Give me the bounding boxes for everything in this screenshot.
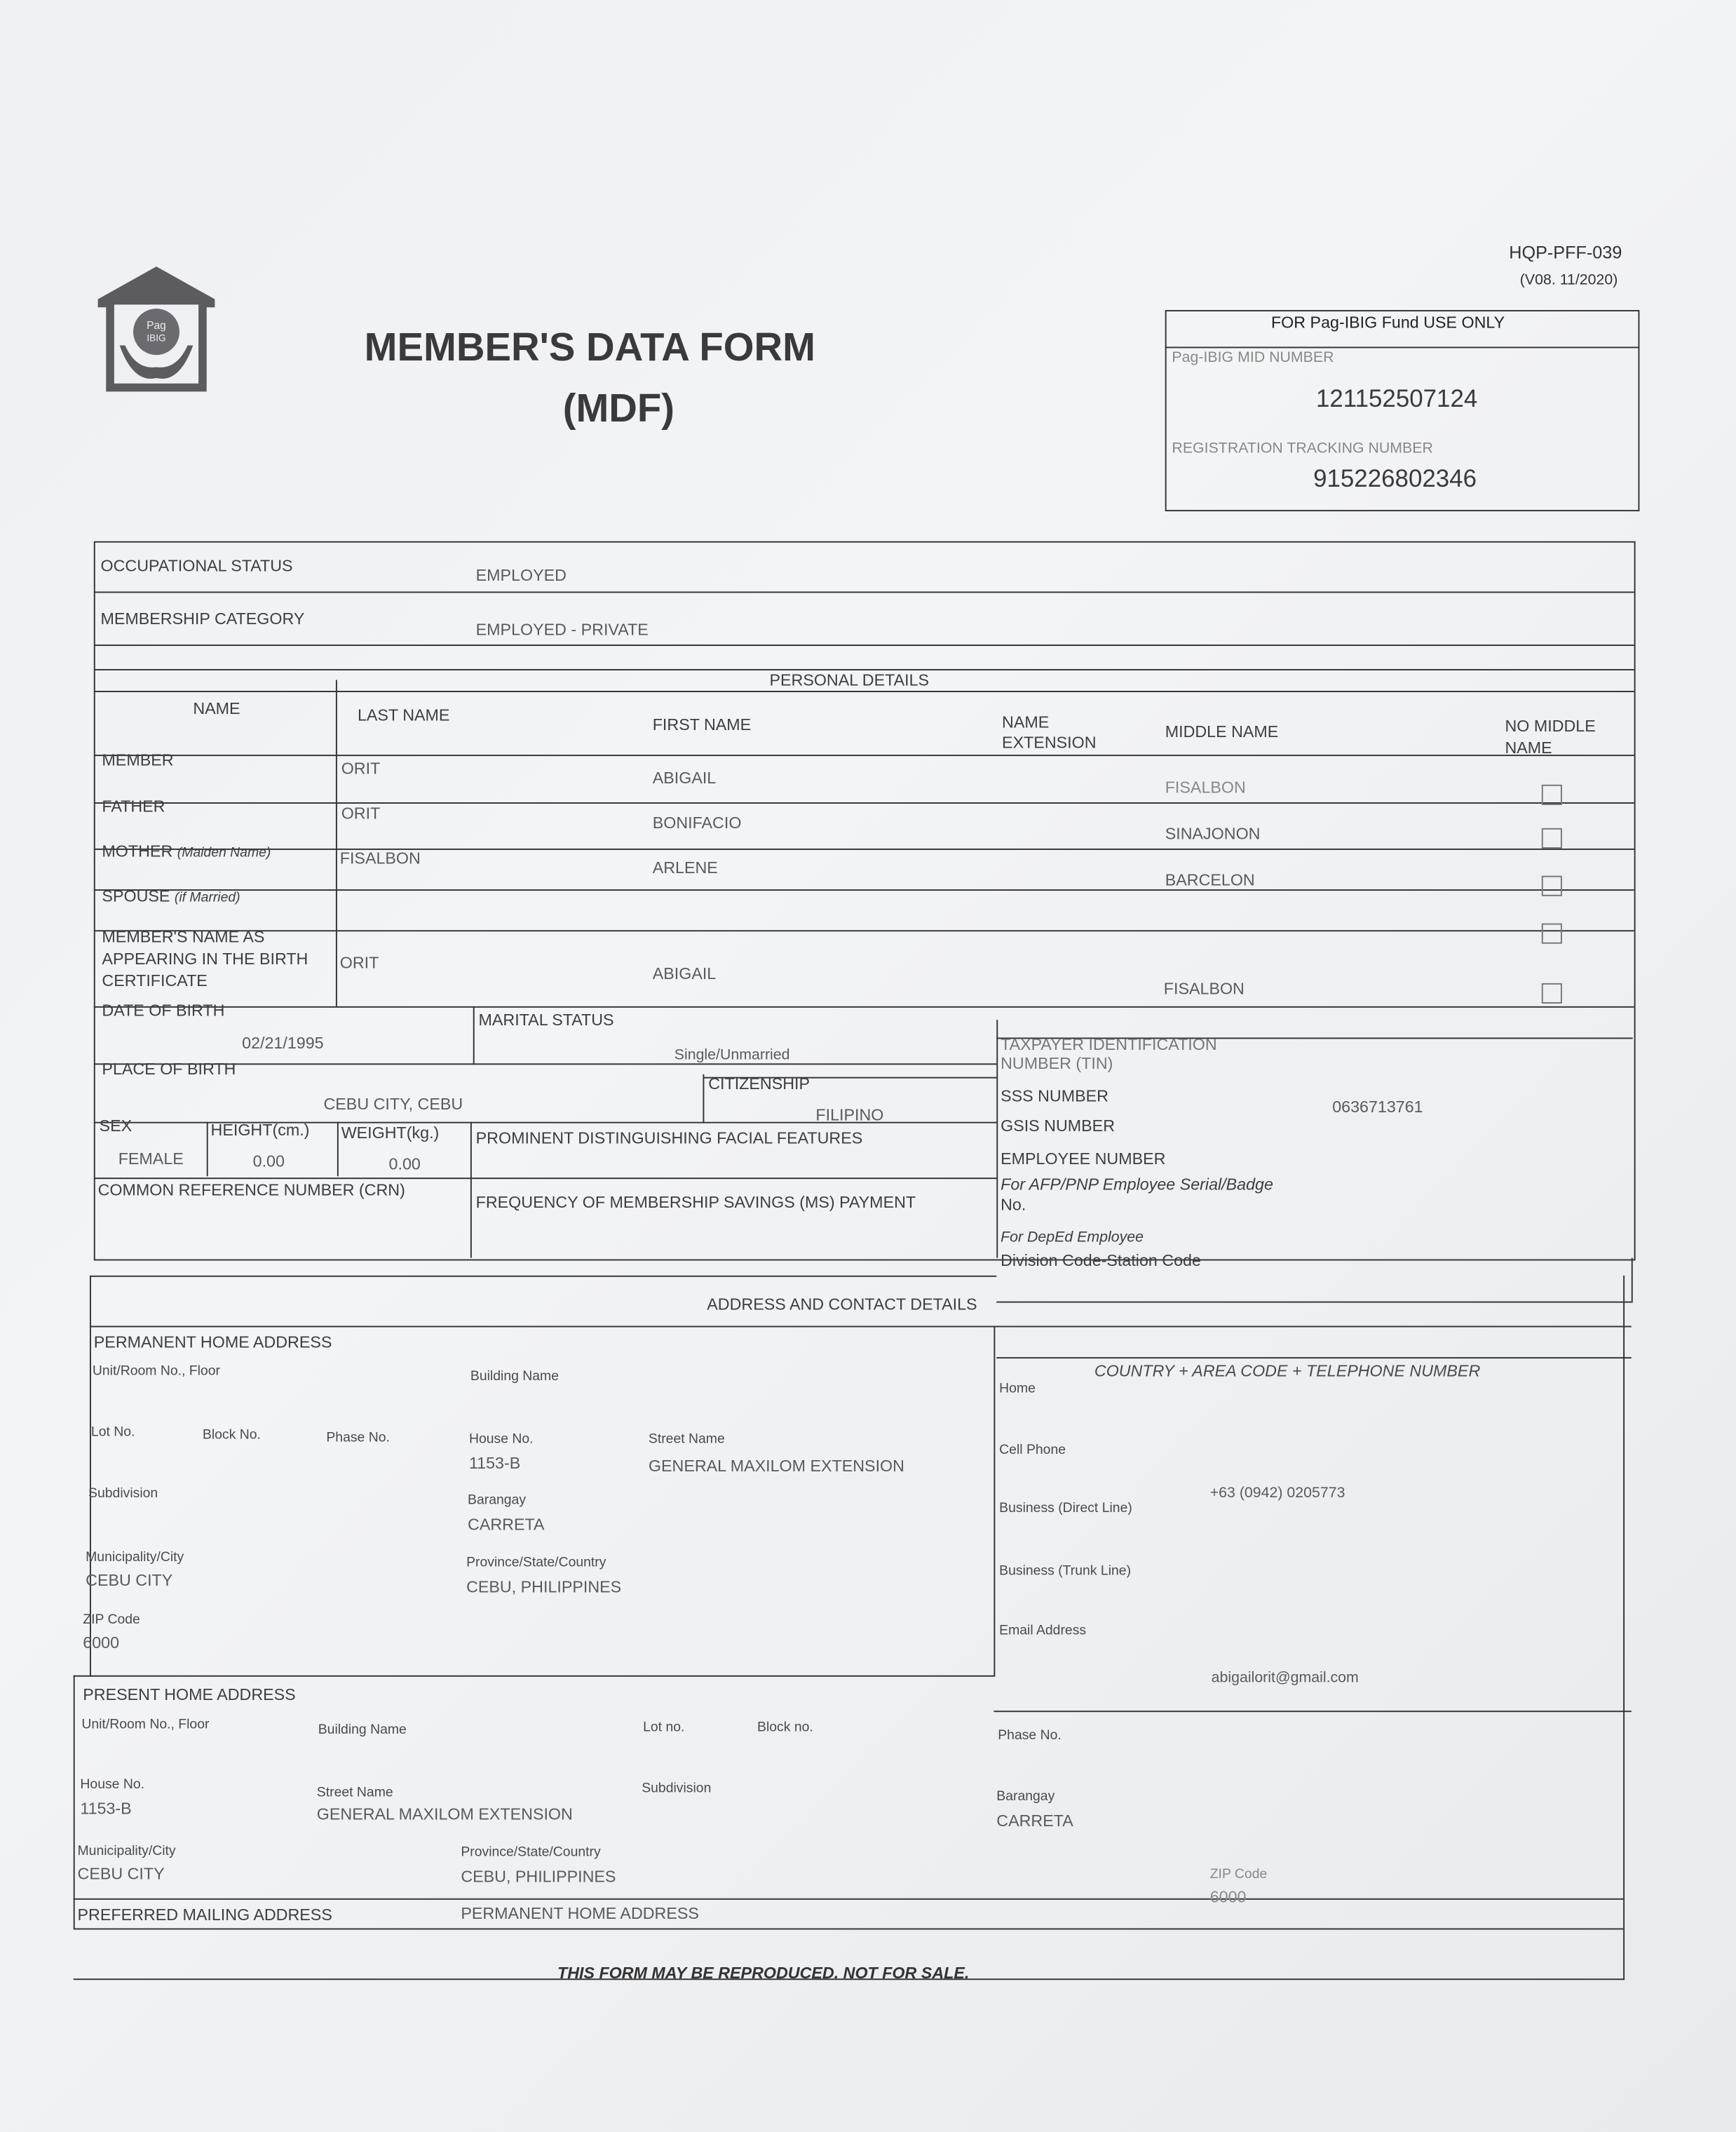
- perm-house-value: 1153-B: [468, 1453, 521, 1473]
- perm-unit-label: Unit/Room No., Floor: [92, 1363, 220, 1379]
- address-heading: ADDRESS AND CONTACT DETAILS: [707, 1294, 977, 1314]
- pres-street-value: GENERAL MAXILOM EXTENSION: [316, 1804, 573, 1824]
- tin-label-2: NUMBER (TIN): [1001, 1053, 1113, 1073]
- col-no-middle-name: NO MIDDLE: [1505, 716, 1596, 736]
- sex-value: FEMALE: [118, 1149, 184, 1168]
- occupational-status-value: EMPLOYED: [475, 565, 567, 585]
- pres-zip-label: ZIP Code: [1209, 1867, 1268, 1882]
- facial-features-label: PROMINENT DISTINGUISHING FACIAL FEATURES: [475, 1128, 863, 1148]
- membership-category-value: EMPLOYED - PRIVATE: [475, 620, 649, 640]
- spouse-no-middle-checkbox[interactable]: [1542, 924, 1562, 944]
- pres-house-value: 1153-B: [80, 1799, 132, 1819]
- email-value: abigailorit@gmail.com: [1211, 1670, 1359, 1687]
- present-heading: PRESENT HOME ADDRESS: [83, 1685, 296, 1704]
- form-subtitle: (MDF): [562, 387, 675, 431]
- home-phone-label: Home: [999, 1382, 1036, 1397]
- crn-label: COMMON REFERENCE NUMBER (CRN): [97, 1180, 405, 1200]
- contact-heading: COUNTRY + AREA CODE + TELEPHONE NUMBER: [1094, 1361, 1481, 1381]
- row-spouse-label: [102, 888, 240, 907]
- membership-category-label: MEMBERSHIP CATEGORY: [100, 609, 305, 628]
- citizenship-value: FILIPINO: [815, 1105, 884, 1125]
- row-father-label: FATHER: [102, 797, 165, 816]
- perm-city-value: CEBU CITY: [86, 1570, 173, 1590]
- perm-lot-label: Lot No.: [90, 1425, 135, 1441]
- sss-label: SSS NUMBER: [1001, 1086, 1108, 1106]
- ms-frequency-label: FREQUENCY OF MEMBERSHIP SAVINGS (MS) PAYMENT: [475, 1192, 916, 1212]
- pres-barangay-label: Barangay: [996, 1789, 1055, 1805]
- pres-block-label: Block no.: [757, 1720, 813, 1736]
- perm-street-label: Street Name: [648, 1431, 725, 1448]
- cell-phone-label: Cell Phone: [999, 1443, 1066, 1458]
- dob-label: DATE OF BIRTH: [102, 1001, 225, 1020]
- perm-subdivision-label: Subdivision: [88, 1486, 158, 1502]
- perm-province-value: CEBU, PHILIPPINES: [466, 1577, 622, 1597]
- spouse-label-note: (if Married): [174, 891, 240, 906]
- perm-zip-label: ZIP Code: [83, 1612, 140, 1628]
- birth-cert-last: ORIT: [339, 953, 379, 973]
- weight-value: 0.00: [388, 1154, 421, 1174]
- sex-label: SEX: [99, 1116, 133, 1136]
- perm-street-value: GENERAL MAXILOM EXTENSION: [648, 1456, 904, 1476]
- mother-first: ARLENE: [652, 858, 718, 877]
- mailing-address-label: PREFERRED MAILING ADDRESS: [77, 1905, 332, 1924]
- height-label: HEIGHT(cm.): [210, 1120, 310, 1140]
- mother-label-note: (Maiden Name): [177, 846, 271, 861]
- personal-details-heading: PERSONAL DETAILS: [769, 670, 930, 690]
- occupational-status-label: OCCUPATIONAL STATUS: [100, 556, 293, 576]
- perm-barangay-value: CARRETA: [468, 1515, 545, 1534]
- business-direct-label: Business (Direct Line): [999, 1501, 1132, 1516]
- pag-ibig-logo: [93, 261, 220, 397]
- pres-street-label: Street Name: [316, 1785, 393, 1801]
- deped-label-1: For DepEd Employee: [1001, 1229, 1144, 1246]
- member-first: ABIGAIL: [652, 768, 717, 788]
- father-no-middle-checkbox[interactable]: [1542, 828, 1562, 849]
- afp-label-1: For AFP/PNP Employee Serial/Badge: [1001, 1175, 1273, 1194]
- mother-last: FISALBON: [339, 848, 421, 868]
- marital-status-value: Single/Unmarried: [674, 1047, 790, 1064]
- mailing-address-value: PERMANENT HOME ADDRESS: [461, 1903, 699, 1923]
- col-no-middle-name-2: NAME: [1505, 738, 1552, 758]
- deped-label-2: Division Code-Station Code: [1001, 1250, 1201, 1271]
- pres-city-label: Municipality/City: [77, 1844, 176, 1859]
- permanent-heading: PERMANENT HOME ADDRESS: [93, 1332, 332, 1352]
- spouse-label: SPOUSE: [102, 886, 170, 906]
- birth-cert-label-1: MEMBER'S NAME AS: [102, 927, 265, 947]
- pres-city-value: CEBU CITY: [77, 1864, 165, 1884]
- member-no-middle-checkbox[interactable]: [1542, 785, 1562, 805]
- sss-value: 0636713761: [1332, 1097, 1423, 1116]
- member-middle: FISALBON: [1165, 778, 1246, 797]
- mother-middle: BARCELON: [1165, 870, 1255, 890]
- pres-unit-label: Unit/Room No., Floor: [81, 1717, 210, 1733]
- perm-city-label: Municipality/City: [86, 1550, 184, 1565]
- dob-value: 02/21/1995: [242, 1033, 324, 1053]
- form-version: (V08. 11/2020): [1519, 271, 1618, 289]
- perm-phase-label: Phase No.: [326, 1430, 390, 1446]
- col-name-extension: NAME: [1002, 713, 1050, 732]
- pres-house-label: House No.: [80, 1777, 145, 1793]
- height-value: 0.00: [252, 1152, 285, 1171]
- perm-house-label: House No.: [468, 1431, 534, 1448]
- pres-lot-label: Lot no.: [643, 1720, 685, 1736]
- email-label: Email Address: [999, 1624, 1087, 1639]
- col-last-name: LAST NAME: [357, 706, 450, 725]
- father-first: BONIFACIO: [652, 813, 742, 832]
- perm-province-label: Province/State/Country: [466, 1556, 606, 1571]
- pob-label: PLACE OF BIRTH: [102, 1059, 236, 1079]
- business-trunk-label: Business (Trunk Line): [999, 1563, 1132, 1579]
- marital-status-label: MARITAL STATUS: [478, 1010, 614, 1030]
- mid-number: 121152507124: [1315, 384, 1478, 412]
- row-mother-label: [102, 843, 271, 862]
- perm-block-label: Block No.: [202, 1427, 261, 1443]
- footer-note: THIS FORM MAY BE REPRODUCED. NOT FOR SALE.: [557, 1963, 970, 1983]
- weight-label: WEIGHT(kg.): [341, 1123, 440, 1142]
- perm-zip-value: 6000: [83, 1633, 120, 1652]
- pres-province-label: Province/State/Country: [461, 1845, 601, 1861]
- father-last: ORIT: [341, 803, 381, 823]
- svg-text:IBIG: IBIG: [147, 332, 166, 344]
- col-name: NAME: [193, 699, 240, 718]
- pres-phase-label: Phase No.: [998, 1728, 1062, 1743]
- mother-label: MOTHER: [102, 842, 173, 861]
- pres-zip-value: 6000: [1209, 1887, 1247, 1907]
- fund-use-heading: FOR Pag-IBIG Fund USE ONLY: [1270, 312, 1505, 332]
- perm-barangay-label: Barangay: [468, 1493, 527, 1509]
- cell-phone-value: +63 (0942) 0205773: [1209, 1485, 1345, 1502]
- afp-label-2: No.: [1001, 1195, 1026, 1215]
- form-title: MEMBER'S DATA FORM: [364, 326, 815, 370]
- row-member-label: MEMBER: [102, 750, 174, 770]
- member-last: ORIT: [341, 758, 381, 778]
- birth-cert-label-2: APPEARING IN THE BIRTH: [102, 949, 308, 969]
- rtn-label: REGISTRATION TRACKING NUMBER: [1172, 440, 1433, 457]
- tin-label-1: TAXPAYER IDENTIFICATION: [1001, 1034, 1217, 1054]
- col-first-name: FIRST NAME: [652, 715, 752, 735]
- perm-building-label: Building Name: [470, 1369, 560, 1384]
- col-name-extension-2: EXTENSION: [1002, 733, 1097, 753]
- birth-cert-label-3: CERTIFICATE: [102, 971, 208, 990]
- pres-subdivision-label: Subdivision: [642, 1781, 712, 1797]
- pres-province-value: CEBU, PHILIPPINES: [461, 1867, 616, 1887]
- pres-barangay-value: CARRETA: [996, 1811, 1073, 1830]
- birth-cert-middle: FISALBON: [1163, 979, 1245, 999]
- col-middle-name: MIDDLE NAME: [1165, 722, 1279, 741]
- gsis-label: GSIS NUMBER: [1001, 1116, 1115, 1136]
- citizenship-label: CITIZENSHIP: [708, 1074, 811, 1093]
- rtn-number: 915226802346: [1313, 465, 1477, 492]
- mid-label: Pag-IBIG MID NUMBER: [1172, 349, 1334, 366]
- form-code: HQP-PFF-039: [1509, 242, 1622, 263]
- mother-no-middle-checkbox[interactable]: [1542, 876, 1562, 896]
- birth-cert-first: ABIGAIL: [652, 964, 717, 983]
- pres-building-label: Building Name: [318, 1722, 407, 1739]
- birth-cert-no-middle-checkbox[interactable]: [1542, 983, 1562, 1004]
- father-middle: SINAJONON: [1165, 824, 1261, 844]
- personal-table: [94, 541, 1636, 1261]
- svg-text:Pag: Pag: [147, 320, 166, 332]
- pob-value: CEBU CITY, CEBU: [323, 1094, 463, 1114]
- employee-number-label: EMPLOYEE NUMBER: [1001, 1149, 1166, 1168]
